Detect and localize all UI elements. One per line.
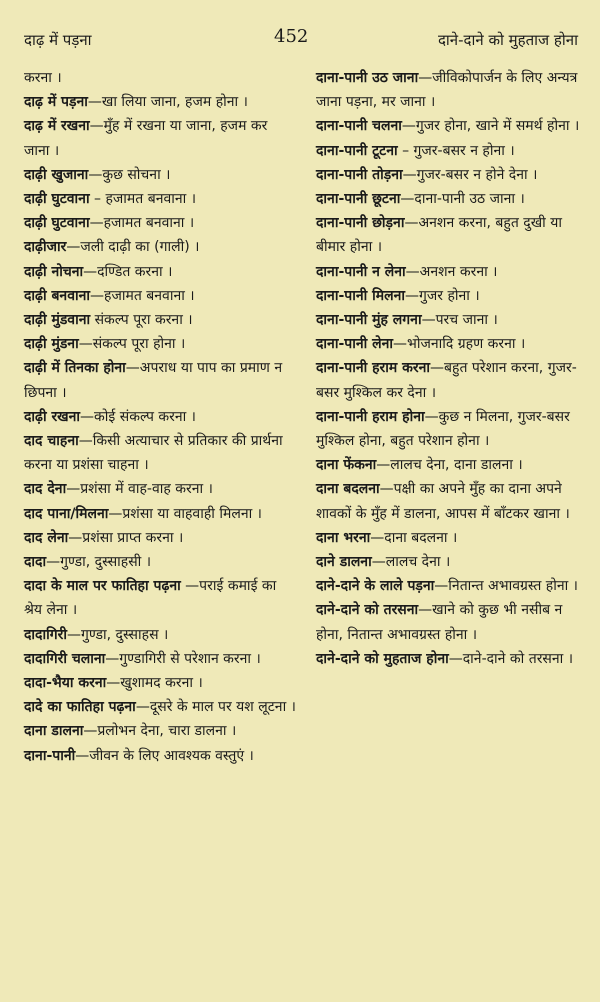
entry-definition: —गुण्डागिरी से परेशान करना । <box>105 650 261 667</box>
dictionary-entry <box>24 187 296 211</box>
header-right-guideword: दाने-दाने को मुहताज होना <box>437 31 578 49</box>
entry-definition: —खाने को कुछ भी नसीब न होना, नितान्त अभावग्रस्त होना । <box>316 602 563 643</box>
dictionary-entry <box>316 308 588 332</box>
dictionary-entry <box>24 744 296 768</box>
dictionary-entry <box>316 647 588 671</box>
entry-term: दाढ़ी रखना <box>24 408 81 425</box>
entry-definition: —जीवन के लिए आवश्यक वस्तुएं । <box>75 747 254 764</box>
dictionary-entry <box>24 260 296 284</box>
entry-term: दाना-पानी लेना <box>316 336 394 353</box>
dictionary-entry <box>316 574 588 598</box>
entry-term: दाढ़ी बनवाना <box>24 287 91 304</box>
entry-term: दाना-पानी उठ जाना <box>316 70 419 86</box>
entry-term: दादा <box>24 554 47 571</box>
entry-term: दाना-पानी छूटना <box>316 191 401 208</box>
dictionary-entry <box>24 356 296 404</box>
entry-term: दादागिरी <box>24 626 67 643</box>
entry-definition: —किसी अत्याचार से प्रतिकार की प्रार्थना करना या प्रशंसा चाहना । <box>24 433 283 474</box>
entry-definition: —दाना बदलना । <box>370 529 458 546</box>
dictionary-entry <box>316 453 588 477</box>
dictionary-entry <box>316 526 588 550</box>
dictionary-entry <box>316 187 588 211</box>
entry-definition: —अपराध या पाप का प्रमाण न छिपना । <box>24 360 283 401</box>
entry-definition: —अनशन करना, बहुत दुखी या बीमार होना । <box>316 215 562 256</box>
entry-definition: —मुँह में रखना या जाना, हजम कर जाना । <box>24 118 268 159</box>
entry-definition: —संकल्प पूरा होना । <box>78 336 186 353</box>
entry-definition: —दाने-दाने को तरसना । <box>448 650 574 667</box>
entry-definition: —बहुत परेशान करना, गुजर-बसर मुश्किल कर देना । <box>316 360 577 401</box>
entry-term: दाना भरना <box>316 529 371 546</box>
entry-definition: —गुण्डा, दुस्साहस । <box>66 626 169 643</box>
dictionary-entry <box>24 429 296 477</box>
entry-definition: —प्रलोभन देना, चारा डालना । <box>83 723 237 740</box>
dictionary-entry <box>24 574 296 622</box>
entry-definition: —लालच देना । <box>371 554 451 571</box>
entry-definition: —दाना-पानी उठ जाना । <box>400 191 525 208</box>
dictionary-entry <box>24 235 296 259</box>
entry-definition: —कुछ सोचना । <box>88 166 171 183</box>
entry-term: दाढ़ी मुंडना <box>24 336 79 353</box>
entry-term: दाढ़ी खुजाना <box>24 166 89 183</box>
entry-term: दाढ़ी मुंडवाना <box>24 312 91 329</box>
dictionary-entry <box>24 332 296 356</box>
entry-term: दाना बदलना <box>316 481 380 498</box>
entry-term: दाद पाना/मिलना <box>24 505 109 522</box>
dictionary-entry <box>24 695 296 719</box>
entry-term: दाढ़ी में तिनका होना <box>24 360 126 377</box>
entry-term: दाढ़ी घुटवाना <box>24 191 90 208</box>
dictionary-entry <box>316 356 588 404</box>
entry-term: दाना डालना <box>24 723 84 740</box>
dictionary-entry <box>24 90 296 114</box>
entry-definition: —खुशामद करना । <box>106 675 203 692</box>
dictionary-entry <box>24 308 296 332</box>
entry-definition: —प्रशंसा में वाह-वाह करना । <box>66 481 213 498</box>
left-column <box>24 66 306 996</box>
header-left-guideword: दाढ़ में पड़ना <box>24 31 92 49</box>
dictionary-entry <box>316 114 588 138</box>
entry-definition: —खा लिया जाना, हजम होना । <box>87 94 248 111</box>
entry-definition: संकल्प पूरा करना । <box>90 312 193 329</box>
entry-definition: —गुण्डा, दुस्साहसी । <box>46 554 152 571</box>
entry-term: दादा के माल पर फातिहा पढ़ना <box>24 578 181 595</box>
entry-term: दाढ़ में पड़ना <box>24 94 88 111</box>
running-header <box>24 26 578 56</box>
entry-definition: —दूसरे के माल पर यश लूटना । <box>135 699 296 716</box>
entry-definition: —हजामत बनवाना । <box>89 215 195 232</box>
entry-definition: करना । <box>24 70 62 86</box>
dictionary-entry <box>24 719 296 743</box>
entry-definition: —गुजर-बसर न होने देना । <box>402 166 538 183</box>
entry-term: दाद देना <box>24 481 67 498</box>
entry-term: दाना-पानी हराम होना <box>316 408 425 425</box>
entry-definition: —परच जाना । <box>421 312 498 329</box>
dictionary-entry <box>24 405 296 429</box>
entry-definition: —दण्डित करना । <box>83 263 173 280</box>
entry-term: दाने-दाने को तरसना <box>316 602 419 619</box>
entry-term: दाना-पानी तोड़ना <box>316 166 403 183</box>
dictionary-entry <box>316 332 588 356</box>
dictionary-entry <box>24 211 296 235</box>
entry-term: दाना-पानी मिलना <box>316 287 406 304</box>
entry-definition: —हजामत बनवाना । <box>90 287 195 304</box>
dictionary-entry <box>316 550 588 574</box>
page-number: 452 <box>274 26 309 47</box>
entry-term: दाने-दाने को मुहताज होना <box>316 650 449 667</box>
entry-definition: – हजामत बनवाना । <box>89 191 197 208</box>
entry-term: दाना-पानी छोड़ना <box>316 215 405 232</box>
entry-term: दाढ़ी नोचना <box>24 263 84 280</box>
dictionary-entry <box>316 139 588 163</box>
entry-definition: —प्रशंसा प्राप्त करना । <box>68 529 184 546</box>
dictionary-entry <box>316 66 588 114</box>
dictionary-entry <box>24 66 296 90</box>
entry-term: दादे का फातिहा पढ़ना <box>24 699 136 716</box>
entry-definition: —प्रशंसा या वाहवाही मिलना । <box>108 505 262 522</box>
entry-term: दाना-पानी हराम करना <box>316 360 431 377</box>
entry-term: दादागिरी चलाना <box>24 650 106 667</box>
entry-term: दाद चाहना <box>24 433 79 450</box>
dictionary-entry <box>24 477 296 501</box>
right-column <box>306 66 588 996</box>
dictionary-entry <box>316 477 588 525</box>
dictionary-entry <box>316 211 588 259</box>
entry-term: दाना-पानी <box>24 747 76 764</box>
entry-term: दाद लेना <box>24 529 69 546</box>
entry-definition: – गुजर-बसर न होना । <box>397 142 515 159</box>
dictionary-entry <box>316 260 588 284</box>
entry-definition: —गुजर होना, खाने में समर्थ होना । <box>401 118 580 135</box>
entry-definition: —नितान्त अभावग्रस्त होना । <box>434 578 578 595</box>
dictionary-entry <box>316 598 588 646</box>
entry-term: दाना-पानी मुंह लगना <box>316 312 422 329</box>
dictionary-entry <box>24 114 296 162</box>
entry-definition: —अनशन करना । <box>405 263 498 280</box>
entry-term: दाढ़ी घुटवाना <box>24 215 90 232</box>
entry-definition: —जीविकोपार्जन के लिए अन्यत्र जाना पड़ना, मर जाना । <box>316 70 578 111</box>
entry-definition: —लालच देना, दाना डालना । <box>376 457 523 474</box>
entry-columns <box>24 66 588 996</box>
entry-definition: —कोई संकल्प करना । <box>80 408 196 425</box>
entry-term: दाना फेंकना <box>316 457 377 474</box>
entry-definition: —पराई कमाई का श्रेय लेना । <box>24 578 277 619</box>
entry-definition: —गुजर होना । <box>405 287 480 304</box>
entry-term: दाना-पानी चलना <box>316 118 402 135</box>
entry-definition: —जली दाढ़ी का (गाली) । <box>66 239 200 256</box>
dictionary-entry <box>24 647 296 671</box>
entry-definition: —कुछ न मिलना, गुजर-बसर मुश्किल होना, बहुत परेशान होना । <box>316 408 570 450</box>
dictionary-entry <box>24 163 296 187</box>
dictionary-entry <box>24 550 296 574</box>
entry-term: दाना-पानी टूटना <box>316 142 398 159</box>
dictionary-entry <box>316 163 588 187</box>
entry-term: दाना-पानी न लेना <box>316 263 406 280</box>
dictionary-entry <box>316 284 588 308</box>
entry-term: दादा-भैया करना <box>24 675 107 692</box>
entry-definition: —भोजनादि ग्रहण करना । <box>393 336 526 353</box>
entry-definition: —पक्षी का अपने मुँह का दाना अपने शावकों के मुँह में डालना, आपस में बाँटकर खाना । <box>316 481 570 522</box>
dictionary-entry <box>316 405 588 453</box>
entry-term: दाढ़ीजार <box>24 239 67 256</box>
dictionary-entry <box>24 526 296 550</box>
entry-term: दाढ़ में रखना <box>24 118 90 135</box>
dictionary-entry <box>24 623 296 647</box>
entry-term: दाने-दाने के लाले पड़ना <box>316 578 435 595</box>
dictionary-entry <box>24 502 296 526</box>
dictionary-entry <box>24 284 296 308</box>
dictionary-entry <box>24 671 296 695</box>
entry-term: दाने डालना <box>316 554 372 571</box>
